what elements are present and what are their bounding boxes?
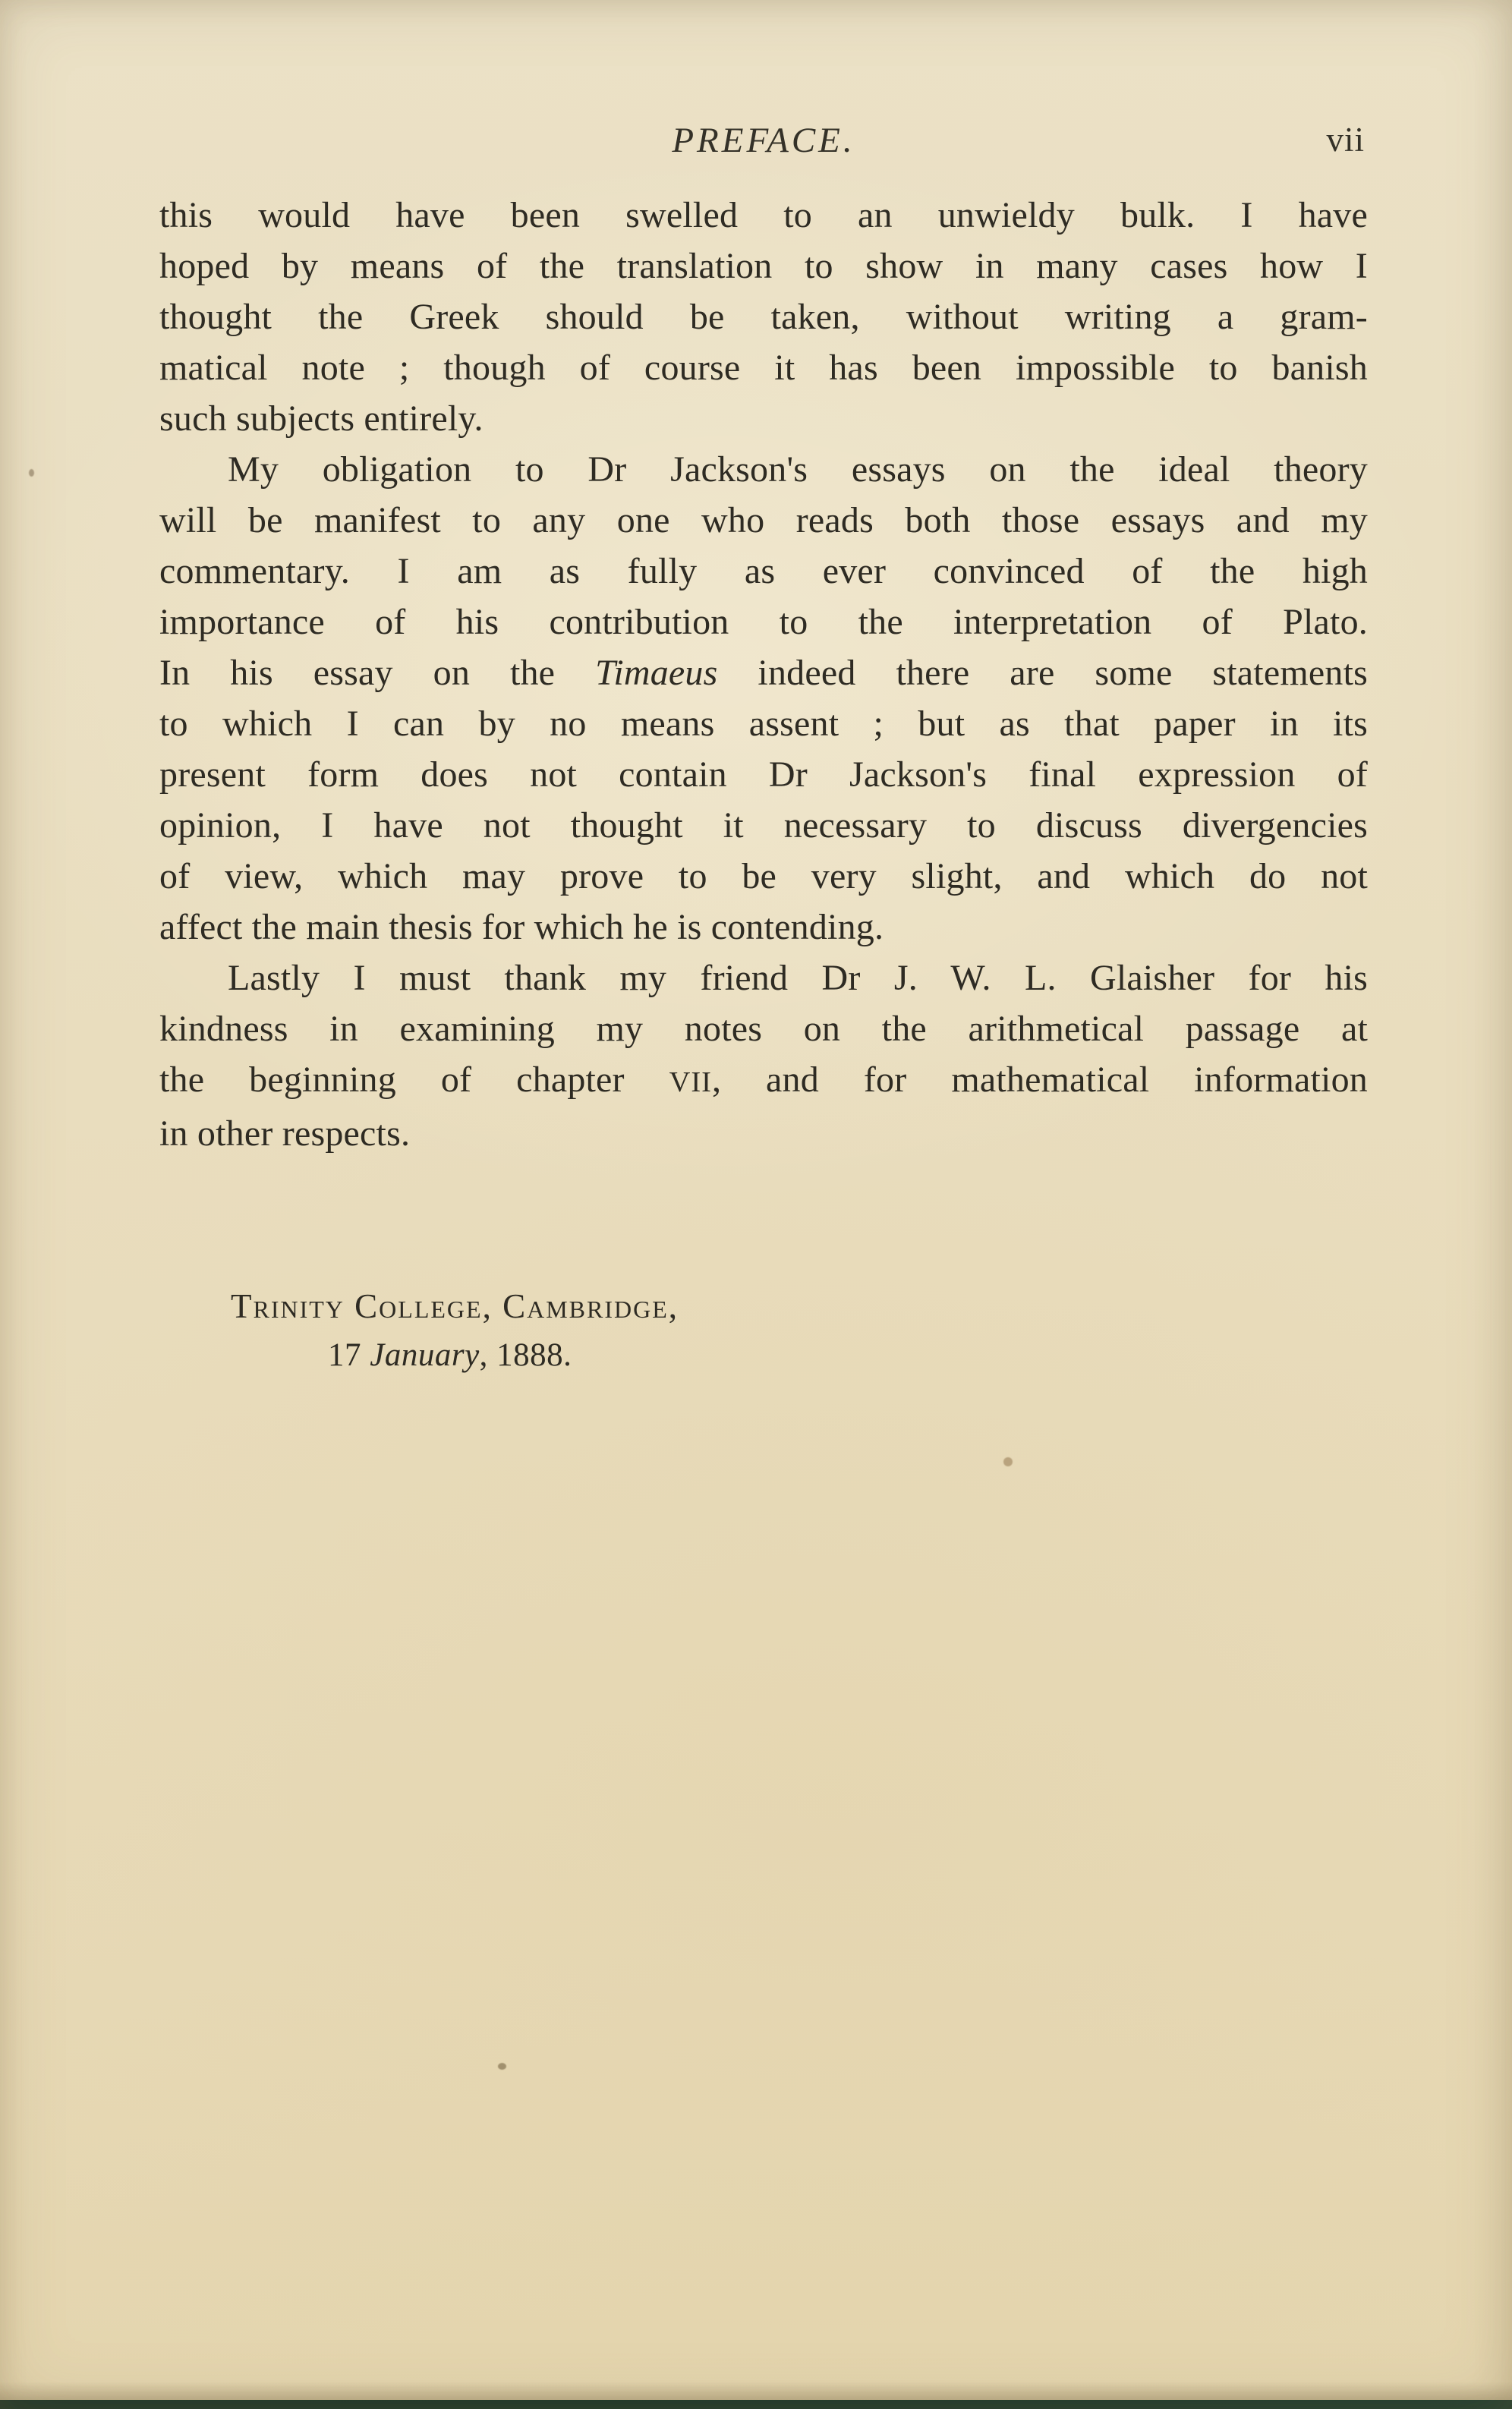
text-line: to which I can by no means assent ; but as that paper in its [159, 704, 1368, 744]
text-segment: In his essay on the [159, 653, 596, 693]
text-column [159, 120, 1368, 1374]
paragraph [159, 190, 1368, 444]
page-header [159, 120, 1368, 168]
text-line: present form does not contain Dr Jackson's final expression of [159, 754, 1368, 795]
text-line: matical note ; though of course it has been impossible to banish [159, 348, 1368, 388]
text-line: in other respects. [159, 1113, 411, 1154]
paragraph [159, 953, 1368, 1159]
text-line: Lastly I must thank my friend Dr J. W. L. Glaisher for his [228, 958, 1368, 998]
text-line: importance of his contribution to the interpretation of Plato. [159, 602, 1368, 642]
date-month: January [370, 1337, 480, 1373]
signature-place: Trinity College, Cambridge, [231, 1287, 679, 1325]
text-line: kindness in examining my notes on the arithmetical passage at [159, 1009, 1368, 1049]
chapter-numeral: VII [669, 1066, 712, 1098]
paper-mark [29, 469, 34, 477]
book-title-italic: Timaeus [595, 653, 718, 693]
text-line: of view, which may prove to be very slight, and which do not [159, 856, 1368, 896]
signature-block [231, 1286, 1368, 1374]
page-title: PREFACE. [672, 121, 855, 160]
paper-mark [498, 2063, 506, 2070]
text-line: hoped by means of the translation to show in many cases how I [159, 246, 1368, 286]
text-line: such subjects entirely. [159, 398, 484, 439]
page-number: vii [1326, 121, 1365, 159]
text-line: this would have been swelled to an unwieldy bulk. I have [159, 195, 1368, 235]
text-line: My obligation to Dr Jackson's essays on the ideal theory [228, 449, 1368, 490]
date-year: , 1888. [479, 1337, 572, 1373]
book-cover-edge [0, 2400, 1512, 2409]
text-line: thought the Greek should be taken, without writing a gram- [159, 297, 1368, 337]
page-edge-shadow [0, 2382, 1512, 2401]
text-line: will be manifest to any one who reads both those essays and my [159, 500, 1368, 540]
text-line [159, 647, 1368, 698]
text-line: commentary. I am as fully as ever convinced of the high [159, 551, 1368, 591]
text-line: opinion, I have not thought it necessary to discuss divergencies [159, 805, 1368, 846]
text-segment: , and for mathematical information [711, 1060, 1368, 1100]
paragraph [159, 444, 1368, 953]
text-line [159, 1054, 1368, 1108]
signature-date [328, 1337, 1368, 1374]
text-segment: indeed there are some statements [717, 653, 1368, 693]
text-line: affect the main thesis for which he is contending. [159, 907, 884, 947]
body-text [159, 190, 1368, 1159]
date-day: 17 [328, 1337, 370, 1373]
text-segment: the beginning of chapter [159, 1060, 669, 1100]
paper-mark [1003, 1457, 1013, 1466]
